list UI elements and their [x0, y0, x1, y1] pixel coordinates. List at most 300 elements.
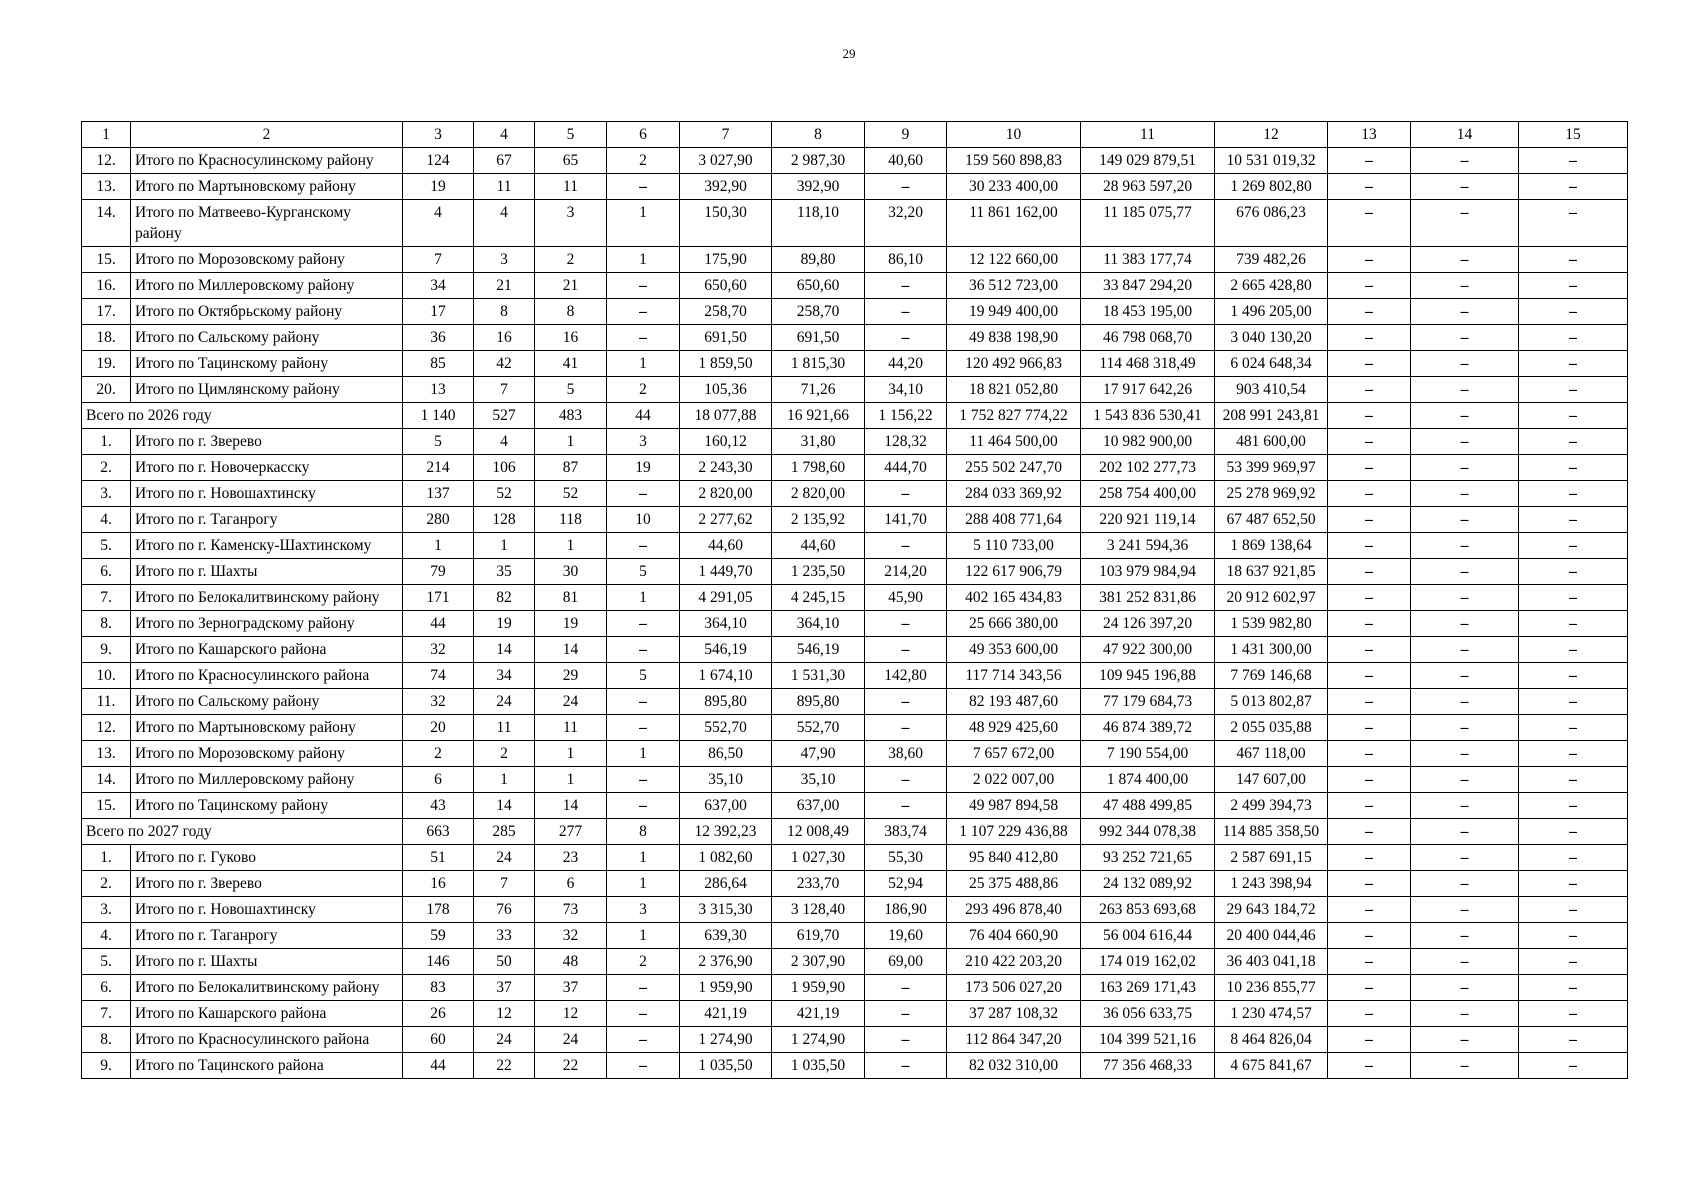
table-row	[82, 1027, 1628, 1053]
col-15-cell: –	[1519, 1001, 1628, 1027]
col-10-cell: 2 022 007,00	[947, 767, 1081, 793]
row-number: 4.	[82, 507, 131, 533]
col-8-cell: 552,70	[772, 715, 865, 741]
col-4-cell: 24	[474, 845, 535, 871]
table-row	[82, 507, 1628, 533]
col-15-cell: –	[1519, 793, 1628, 819]
district-name: Итого по Мартыновскому району	[131, 715, 403, 741]
col-4-cell: 11	[474, 715, 535, 741]
col-6-cell: –	[607, 689, 680, 715]
col-15-cell: –	[1519, 351, 1628, 377]
col-13-cell: –	[1328, 273, 1411, 299]
col-3-cell: 7	[403, 247, 474, 273]
col-4-cell: 3	[474, 247, 535, 273]
col-4-cell: 4	[474, 429, 535, 455]
col-8-cell: 895,80	[772, 689, 865, 715]
col-12-cell: 20 400 044,46	[1215, 923, 1328, 949]
col-13-cell: –	[1328, 767, 1411, 793]
row-number: 4.	[82, 923, 131, 949]
col-14-cell: –	[1411, 325, 1519, 351]
col-13-cell: –	[1328, 663, 1411, 689]
col-10-cell: 30 233 400,00	[947, 174, 1081, 200]
col-14-cell: –	[1411, 689, 1519, 715]
col-3-cell: 74	[403, 663, 474, 689]
col-6-cell: 1	[607, 845, 680, 871]
row-number: 14.	[82, 200, 131, 247]
col-12-cell: 1 431 300,00	[1215, 637, 1328, 663]
col-11-cell: 10 982 900,00	[1081, 429, 1215, 455]
col-4-cell: 35	[474, 559, 535, 585]
col-15-cell: –	[1519, 1053, 1628, 1079]
col-5-cell: 1	[535, 533, 607, 559]
table-row	[82, 949, 1628, 975]
col-7-cell: 639,30	[680, 923, 772, 949]
col-15-cell: –	[1519, 1027, 1628, 1053]
col-14-cell: –	[1411, 299, 1519, 325]
col-8-cell: 691,50	[772, 325, 865, 351]
col-12-cell: 147 607,00	[1215, 767, 1328, 793]
col-9-cell: 214,20	[865, 559, 947, 585]
col-14-cell: –	[1411, 975, 1519, 1001]
table-row	[82, 585, 1628, 611]
col-10-cell: 49 987 894,58	[947, 793, 1081, 819]
col-13-cell: –	[1328, 481, 1411, 507]
col-6-cell: 1	[607, 585, 680, 611]
col-10-cell: 293 496 878,40	[947, 897, 1081, 923]
col-3-cell: 2	[403, 741, 474, 767]
col-3-cell: 44	[403, 611, 474, 637]
total-label: Всего по 2026 году	[82, 403, 403, 429]
col-6-cell: –	[607, 715, 680, 741]
table-body	[82, 148, 1628, 1079]
col-11-cell: 992 344 078,38	[1081, 819, 1215, 845]
col-5-cell: 12	[535, 1001, 607, 1027]
row-number: 10.	[82, 663, 131, 689]
col-3-cell: 59	[403, 923, 474, 949]
col-7-cell: 637,00	[680, 793, 772, 819]
col-9-cell: 38,60	[865, 741, 947, 767]
col-8-cell: 1 959,90	[772, 975, 865, 1001]
col-3-cell: 124	[403, 148, 474, 174]
col-11-cell: 56 004 616,44	[1081, 923, 1215, 949]
col-3-cell: 171	[403, 585, 474, 611]
col-15-cell: –	[1519, 949, 1628, 975]
header-cell: 14	[1411, 122, 1519, 148]
col-9-cell: –	[865, 793, 947, 819]
col-6-cell: 3	[607, 429, 680, 455]
col-9-cell: 383,74	[865, 819, 947, 845]
col-13-cell: –	[1328, 403, 1411, 429]
col-12-cell: 2 587 691,15	[1215, 845, 1328, 871]
col-3-cell: 4	[403, 200, 474, 247]
col-13-cell: –	[1328, 200, 1411, 247]
col-7-cell: 86,50	[680, 741, 772, 767]
col-3-cell: 79	[403, 559, 474, 585]
col-14-cell: –	[1411, 611, 1519, 637]
col-14-cell: –	[1411, 897, 1519, 923]
table-row	[82, 897, 1628, 923]
col-12-cell: 7 769 146,68	[1215, 663, 1328, 689]
col-10-cell: 117 714 343,56	[947, 663, 1081, 689]
table-row	[82, 975, 1628, 1001]
col-8-cell: 4 245,15	[772, 585, 865, 611]
col-3-cell: 44	[403, 1053, 474, 1079]
col-3-cell: 280	[403, 507, 474, 533]
col-7-cell: 1 859,50	[680, 351, 772, 377]
col-6-cell: 1	[607, 871, 680, 897]
col-15-cell: –	[1519, 611, 1628, 637]
header-cell: 9	[865, 122, 947, 148]
row-number: 3.	[82, 481, 131, 507]
col-10-cell: 95 840 412,80	[947, 845, 1081, 871]
col-4-cell: 527	[474, 403, 535, 429]
col-15-cell: –	[1519, 585, 1628, 611]
header-cell: 10	[947, 122, 1081, 148]
col-8-cell: 1 235,50	[772, 559, 865, 585]
col-10-cell: 284 033 369,92	[947, 481, 1081, 507]
col-9-cell: 44,20	[865, 351, 947, 377]
col-12-cell: 10 236 855,77	[1215, 975, 1328, 1001]
col-14-cell: –	[1411, 559, 1519, 585]
district-name: Итого по Зерноградскому району	[131, 611, 403, 637]
col-7-cell: 258,70	[680, 299, 772, 325]
table-row	[82, 429, 1628, 455]
row-number: 2.	[82, 871, 131, 897]
col-6-cell: –	[607, 793, 680, 819]
col-7-cell: 2 376,90	[680, 949, 772, 975]
col-4-cell: 52	[474, 481, 535, 507]
col-8-cell: 2 135,92	[772, 507, 865, 533]
col-7-cell: 1 674,10	[680, 663, 772, 689]
col-11-cell: 11 383 177,74	[1081, 247, 1215, 273]
col-14-cell: –	[1411, 767, 1519, 793]
col-14-cell: –	[1411, 923, 1519, 949]
col-5-cell: 11	[535, 174, 607, 200]
col-5-cell: 24	[535, 1027, 607, 1053]
col-12-cell: 2 499 394,73	[1215, 793, 1328, 819]
row-number: 8.	[82, 1027, 131, 1053]
col-3-cell: 60	[403, 1027, 474, 1053]
col-12-cell: 18 637 921,85	[1215, 559, 1328, 585]
col-12-cell: 67 487 652,50	[1215, 507, 1328, 533]
col-10-cell: 7 657 672,00	[947, 741, 1081, 767]
col-3-cell: 214	[403, 455, 474, 481]
col-11-cell: 93 252 721,65	[1081, 845, 1215, 871]
district-name: Итого по Тацинского района	[131, 1053, 403, 1079]
col-6-cell: –	[607, 174, 680, 200]
col-11-cell: 149 029 879,51	[1081, 148, 1215, 174]
col-4-cell: 76	[474, 897, 535, 923]
col-8-cell: 89,80	[772, 247, 865, 273]
col-12-cell: 3 040 130,20	[1215, 325, 1328, 351]
district-name: Итого по Тацинскому району	[131, 793, 403, 819]
col-6-cell: 44	[607, 403, 680, 429]
table-row	[82, 247, 1628, 273]
col-4-cell: 42	[474, 351, 535, 377]
district-name: Итого по Цимлянскому району	[131, 377, 403, 403]
col-13-cell: –	[1328, 247, 1411, 273]
col-7-cell: 150,30	[680, 200, 772, 247]
col-10-cell: 11 464 500,00	[947, 429, 1081, 455]
col-5-cell: 87	[535, 455, 607, 481]
col-6-cell: –	[607, 767, 680, 793]
col-4-cell: 7	[474, 871, 535, 897]
col-6-cell: 2	[607, 148, 680, 174]
col-11-cell: 77 179 684,73	[1081, 689, 1215, 715]
col-15-cell: –	[1519, 247, 1628, 273]
col-7-cell: 421,19	[680, 1001, 772, 1027]
table-row	[82, 1001, 1628, 1027]
col-4-cell: 1	[474, 533, 535, 559]
row-number: 8.	[82, 611, 131, 637]
col-6-cell: 1	[607, 923, 680, 949]
col-10-cell: 37 287 108,32	[947, 1001, 1081, 1027]
col-15-cell: –	[1519, 741, 1628, 767]
col-4-cell: 82	[474, 585, 535, 611]
col-8-cell: 2 987,30	[772, 148, 865, 174]
col-8-cell: 233,70	[772, 871, 865, 897]
col-12-cell: 739 482,26	[1215, 247, 1328, 273]
col-9-cell: 444,70	[865, 455, 947, 481]
col-6-cell: –	[607, 533, 680, 559]
col-3-cell: 16	[403, 871, 474, 897]
col-12-cell: 6 024 648,34	[1215, 351, 1328, 377]
district-name: Итого по Миллеровскому району	[131, 767, 403, 793]
col-13-cell: –	[1328, 351, 1411, 377]
col-7-cell: 2 243,30	[680, 455, 772, 481]
district-name: Итого по Миллеровскому району	[131, 273, 403, 299]
col-14-cell: –	[1411, 819, 1519, 845]
table-row	[82, 174, 1628, 200]
col-9-cell: 32,20	[865, 200, 947, 247]
col-10-cell: 19 949 400,00	[947, 299, 1081, 325]
col-4-cell: 21	[474, 273, 535, 299]
row-number: 16.	[82, 273, 131, 299]
col-4-cell: 24	[474, 1027, 535, 1053]
col-7-cell: 650,60	[680, 273, 772, 299]
col-6-cell: –	[607, 299, 680, 325]
col-9-cell: 142,80	[865, 663, 947, 689]
col-13-cell: –	[1328, 975, 1411, 1001]
col-14-cell: –	[1411, 741, 1519, 767]
district-name: Итого по г. Таганрогу	[131, 923, 403, 949]
district-name: Итого по Красносулинского района	[131, 663, 403, 689]
col-9-cell: –	[865, 1027, 947, 1053]
col-13-cell: –	[1328, 897, 1411, 923]
col-12-cell: 1 230 474,57	[1215, 1001, 1328, 1027]
col-14-cell: –	[1411, 585, 1519, 611]
col-11-cell: 7 190 554,00	[1081, 741, 1215, 767]
header-cell: 2	[131, 122, 403, 148]
district-name: Итого по Мартыновскому району	[131, 174, 403, 200]
col-4-cell: 12	[474, 1001, 535, 1027]
col-3-cell: 19	[403, 174, 474, 200]
col-6-cell: 2	[607, 949, 680, 975]
col-8-cell: 12 008,49	[772, 819, 865, 845]
col-5-cell: 14	[535, 637, 607, 663]
col-4-cell: 2	[474, 741, 535, 767]
header-cell: 6	[607, 122, 680, 148]
col-9-cell: 186,90	[865, 897, 947, 923]
col-13-cell: –	[1328, 715, 1411, 741]
col-11-cell: 17 917 642,26	[1081, 377, 1215, 403]
col-8-cell: 650,60	[772, 273, 865, 299]
col-15-cell: –	[1519, 689, 1628, 715]
col-15-cell: –	[1519, 767, 1628, 793]
col-4-cell: 24	[474, 689, 535, 715]
row-number: 14.	[82, 767, 131, 793]
col-10-cell: 210 422 203,20	[947, 949, 1081, 975]
col-8-cell: 16 921,66	[772, 403, 865, 429]
col-11-cell: 77 356 468,33	[1081, 1053, 1215, 1079]
col-6-cell: –	[607, 637, 680, 663]
col-13-cell: –	[1328, 533, 1411, 559]
col-4-cell: 7	[474, 377, 535, 403]
col-8-cell: 47,90	[772, 741, 865, 767]
col-10-cell: 255 502 247,70	[947, 455, 1081, 481]
col-6-cell: 19	[607, 455, 680, 481]
col-3-cell: 13	[403, 377, 474, 403]
col-10-cell: 18 821 052,80	[947, 377, 1081, 403]
col-13-cell: –	[1328, 455, 1411, 481]
col-15-cell: –	[1519, 429, 1628, 455]
col-9-cell: 52,94	[865, 871, 947, 897]
col-10-cell: 82 193 487,60	[947, 689, 1081, 715]
col-6-cell: –	[607, 611, 680, 637]
col-15-cell: –	[1519, 481, 1628, 507]
row-number: 15.	[82, 793, 131, 819]
col-3-cell: 178	[403, 897, 474, 923]
row-number: 19.	[82, 351, 131, 377]
col-3-cell: 32	[403, 689, 474, 715]
header-cell: 11	[1081, 122, 1215, 148]
col-9-cell: –	[865, 689, 947, 715]
col-13-cell: –	[1328, 871, 1411, 897]
col-8-cell: 35,10	[772, 767, 865, 793]
col-13-cell: –	[1328, 949, 1411, 975]
col-9-cell: 34,10	[865, 377, 947, 403]
col-14-cell: –	[1411, 273, 1519, 299]
col-12-cell: 29 643 184,72	[1215, 897, 1328, 923]
col-15-cell: –	[1519, 715, 1628, 741]
col-4-cell: 19	[474, 611, 535, 637]
col-3-cell: 1 140	[403, 403, 474, 429]
col-14-cell: –	[1411, 793, 1519, 819]
col-11-cell: 24 132 089,92	[1081, 871, 1215, 897]
row-number: 5.	[82, 533, 131, 559]
col-5-cell: 29	[535, 663, 607, 689]
col-9-cell: –	[865, 325, 947, 351]
col-3-cell: 20	[403, 715, 474, 741]
col-6-cell: 1	[607, 200, 680, 247]
col-12-cell: 1 869 138,64	[1215, 533, 1328, 559]
col-15-cell: –	[1519, 637, 1628, 663]
table-row	[82, 351, 1628, 377]
col-15-cell: –	[1519, 377, 1628, 403]
col-13-cell: –	[1328, 741, 1411, 767]
col-13-cell: –	[1328, 1001, 1411, 1027]
col-15-cell: –	[1519, 273, 1628, 299]
col-9-cell: 69,00	[865, 949, 947, 975]
col-15-cell: –	[1519, 975, 1628, 1001]
district-name: Итого по г. Новошахтинску	[131, 897, 403, 923]
col-11-cell: 1 874 400,00	[1081, 767, 1215, 793]
row-number: 6.	[82, 559, 131, 585]
col-11-cell: 46 874 389,72	[1081, 715, 1215, 741]
col-9-cell: 86,10	[865, 247, 947, 273]
col-8-cell: 392,90	[772, 174, 865, 200]
col-4-cell: 106	[474, 455, 535, 481]
header-cell: 3	[403, 122, 474, 148]
col-3-cell: 6	[403, 767, 474, 793]
col-14-cell: –	[1411, 403, 1519, 429]
col-9-cell: 45,90	[865, 585, 947, 611]
table-row	[82, 923, 1628, 949]
table-row	[82, 845, 1628, 871]
col-14-cell: –	[1411, 663, 1519, 689]
col-9-cell: –	[865, 611, 947, 637]
table-row	[82, 533, 1628, 559]
col-11-cell: 220 921 119,14	[1081, 507, 1215, 533]
col-11-cell: 11 185 075,77	[1081, 200, 1215, 247]
col-4-cell: 285	[474, 819, 535, 845]
col-4-cell: 128	[474, 507, 535, 533]
col-8-cell: 71,26	[772, 377, 865, 403]
col-7-cell: 1 035,50	[680, 1053, 772, 1079]
district-name: Итого по г. Зверево	[131, 429, 403, 455]
col-5-cell: 118	[535, 507, 607, 533]
col-12-cell: 2 665 428,80	[1215, 273, 1328, 299]
col-14-cell: –	[1411, 533, 1519, 559]
col-12-cell: 10 531 019,32	[1215, 148, 1328, 174]
table-row	[82, 455, 1628, 481]
col-14-cell: –	[1411, 637, 1519, 663]
col-10-cell: 122 617 906,79	[947, 559, 1081, 585]
col-10-cell: 49 353 600,00	[947, 637, 1081, 663]
col-9-cell: –	[865, 273, 947, 299]
col-4-cell: 16	[474, 325, 535, 351]
col-5-cell: 483	[535, 403, 607, 429]
col-13-cell: –	[1328, 429, 1411, 455]
col-11-cell: 104 399 521,16	[1081, 1027, 1215, 1053]
district-name: Итого по Сальскому району	[131, 689, 403, 715]
header-cell: 1	[82, 122, 131, 148]
col-3-cell: 34	[403, 273, 474, 299]
report-table	[81, 121, 1628, 1079]
district-name: Итого по г. Новошахтинску	[131, 481, 403, 507]
col-9-cell: 141,70	[865, 507, 947, 533]
col-6-cell: –	[607, 1027, 680, 1053]
district-name: Итого по г. Шахты	[131, 559, 403, 585]
col-15-cell: –	[1519, 174, 1628, 200]
col-11-cell: 33 847 294,20	[1081, 273, 1215, 299]
col-4-cell: 50	[474, 949, 535, 975]
col-3-cell: 32	[403, 637, 474, 663]
table-row	[82, 481, 1628, 507]
col-14-cell: –	[1411, 1027, 1519, 1053]
col-10-cell: 48 929 425,60	[947, 715, 1081, 741]
col-5-cell: 16	[535, 325, 607, 351]
col-5-cell: 73	[535, 897, 607, 923]
col-12-cell: 208 991 243,81	[1215, 403, 1328, 429]
col-10-cell: 49 838 198,90	[947, 325, 1081, 351]
col-15-cell: –	[1519, 819, 1628, 845]
row-number: 12.	[82, 715, 131, 741]
col-4-cell: 4	[474, 200, 535, 247]
col-14-cell: –	[1411, 871, 1519, 897]
col-14-cell: –	[1411, 455, 1519, 481]
col-8-cell: 1 531,30	[772, 663, 865, 689]
